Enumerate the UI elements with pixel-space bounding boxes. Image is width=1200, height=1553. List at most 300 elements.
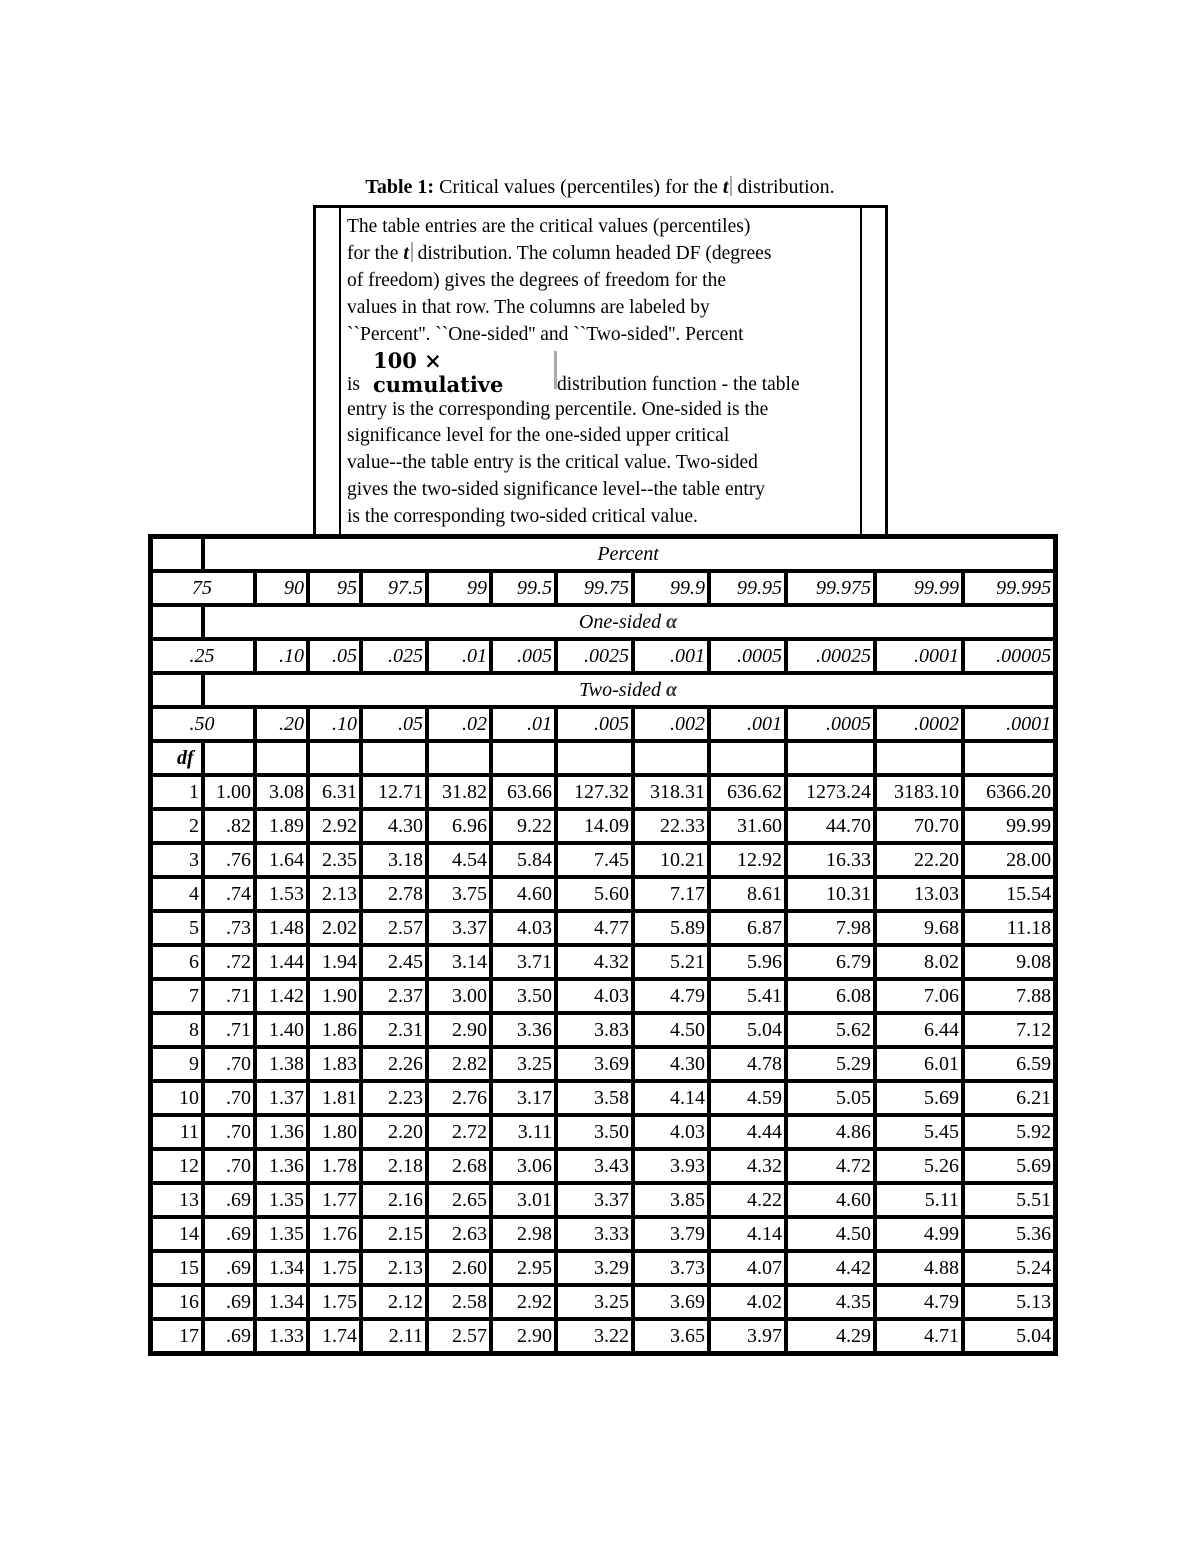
value-cell: 4.50	[786, 1217, 875, 1251]
value-cell: 12.92	[709, 843, 786, 877]
header-value-cell: 99.95	[709, 571, 786, 605]
df-cell: 1	[151, 775, 203, 809]
value-cell: 5.21	[633, 945, 709, 979]
value-cell: 3183.10	[875, 775, 963, 809]
value-cell: 9.08	[963, 945, 1055, 979]
value-cell: 5.26	[875, 1149, 963, 1183]
value-cell: 6.96	[427, 809, 491, 843]
header-value-cell: .025	[361, 639, 427, 673]
value-cell: 3.69	[633, 1285, 709, 1319]
value-cell: 4.30	[361, 809, 427, 843]
value-cell: 2.78	[361, 877, 427, 911]
value-cell: 22.20	[875, 843, 963, 877]
value-cell: 5.69	[963, 1149, 1055, 1183]
table-row	[151, 1319, 1055, 1353]
value-cell: .74	[203, 877, 255, 911]
value-cell: 1.53	[255, 877, 308, 911]
header-value-cell: .20	[255, 707, 308, 741]
value-cell: 1.64	[255, 843, 308, 877]
desc-line: values in that row. The columns are labeled by	[347, 296, 710, 318]
value-cell: 4.59	[709, 1081, 786, 1115]
table-row	[151, 877, 1055, 911]
df-cell: 9	[151, 1047, 203, 1081]
value-cell: 6.08	[786, 979, 875, 1013]
blank-cell	[786, 741, 875, 775]
value-cell: 2.68	[427, 1149, 491, 1183]
value-cell: .71	[203, 979, 255, 1013]
table-row	[151, 945, 1055, 979]
desc-line: ``Percent''. ``One-sided'' and ``Two-sided''. Percent	[347, 323, 744, 345]
value-cell: 2.23	[361, 1081, 427, 1115]
value-cell: 7.12	[963, 1013, 1055, 1047]
value-cell: 11.18	[963, 911, 1055, 945]
value-cell: 3.75	[427, 877, 491, 911]
value-cell: 6366.20	[963, 775, 1055, 809]
value-cell: 12.71	[361, 775, 427, 809]
df-cell: 15	[151, 1251, 203, 1285]
header-value-cell: 99.975	[786, 571, 875, 605]
desc-line: significance level for the one-sided upper critical	[347, 425, 730, 447]
desc-line: gives the two-sided significance level--the table entry	[347, 479, 766, 501]
value-cell: 1.42	[255, 979, 308, 1013]
value-cell: 31.60	[709, 809, 786, 843]
header-value-cell: 99.99	[875, 571, 963, 605]
value-cell: 3.58	[556, 1081, 633, 1115]
value-cell: 1.48	[255, 911, 308, 945]
value-cell: 2.60	[427, 1251, 491, 1285]
value-cell: 1.86	[308, 1013, 361, 1047]
value-cell: .69	[203, 1285, 255, 1319]
blank-cell	[255, 741, 308, 775]
value-cell: .71	[203, 1013, 255, 1047]
value-cell: 3.18	[361, 843, 427, 877]
value-cell: 22.33	[633, 809, 709, 843]
value-cell: 5.24	[963, 1251, 1055, 1285]
value-cell: .69	[203, 1251, 255, 1285]
blank-cell	[875, 741, 963, 775]
value-cell: 1.77	[308, 1183, 361, 1217]
value-cell: 5.69	[875, 1081, 963, 1115]
blank-cell	[633, 741, 709, 775]
df-header-cell: df	[151, 741, 203, 775]
value-cell: 5.62	[786, 1013, 875, 1047]
value-cell: 99.99	[963, 809, 1055, 843]
value-cell: 2.11	[361, 1319, 427, 1353]
header-value-cell: 99	[427, 571, 491, 605]
df-cell: 16	[151, 1285, 203, 1319]
blank-cell	[709, 741, 786, 775]
value-cell: 1.36	[255, 1149, 308, 1183]
value-cell: 1273.24	[786, 775, 875, 809]
blank-cell	[308, 741, 361, 775]
value-cell: 3.83	[556, 1013, 633, 1047]
blank-cell	[556, 741, 633, 775]
header-label-cell	[203, 673, 1055, 707]
table-row	[151, 979, 1055, 1013]
value-cell: 2.35	[308, 843, 361, 877]
value-cell: 3.50	[556, 1115, 633, 1149]
value-cell: 31.82	[427, 775, 491, 809]
df-cell: 8	[151, 1013, 203, 1047]
value-cell: 1.80	[308, 1115, 361, 1149]
value-cell: 2.82	[427, 1047, 491, 1081]
header-value-cell: .10	[255, 639, 308, 673]
value-cell: 2.65	[427, 1183, 491, 1217]
df-cell: 13	[151, 1183, 203, 1217]
value-cell: 3.29	[556, 1251, 633, 1285]
header-value-cell: .0025	[556, 639, 633, 673]
value-cell: 16.33	[786, 843, 875, 877]
value-cell: 4.88	[875, 1251, 963, 1285]
value-cell: 3.00	[427, 979, 491, 1013]
value-cell: 2.16	[361, 1183, 427, 1217]
cursor-bar	[730, 176, 732, 196]
value-cell: 3.36	[491, 1013, 556, 1047]
value-cell: 4.99	[875, 1217, 963, 1251]
caption-text-after: distribution.	[737, 176, 835, 198]
value-cell: 3.01	[491, 1183, 556, 1217]
df-cell: 10	[151, 1081, 203, 1115]
value-cell: 318.31	[633, 775, 709, 809]
value-cell: .69	[203, 1319, 255, 1353]
value-cell: 3.43	[556, 1149, 633, 1183]
value-cell: 70.70	[875, 809, 963, 843]
header-value-cell: 75	[151, 571, 255, 605]
value-cell: 4.35	[786, 1285, 875, 1319]
value-cell: 2.12	[361, 1285, 427, 1319]
value-cell: 4.79	[633, 979, 709, 1013]
table-caption	[0, 176, 1200, 199]
value-cell: 4.60	[491, 877, 556, 911]
header-value-cell: 99.9	[633, 571, 709, 605]
header-value-cell: .50	[151, 707, 255, 741]
value-cell: 1.36	[255, 1115, 308, 1149]
value-cell: 1.78	[308, 1149, 361, 1183]
value-cell: 1.40	[255, 1013, 308, 1047]
value-cell: 2.45	[361, 945, 427, 979]
value-cell: 4.32	[556, 945, 633, 979]
table-row	[151, 1285, 1055, 1319]
value-cell: 6.44	[875, 1013, 963, 1047]
df-cell: 14	[151, 1217, 203, 1251]
value-cell: 1.75	[308, 1251, 361, 1285]
value-cell: .82	[203, 809, 255, 843]
value-cell: 3.25	[556, 1285, 633, 1319]
header-value-cell: .002	[633, 707, 709, 741]
header-value-cell: 90	[255, 571, 308, 605]
value-cell: 8.61	[709, 877, 786, 911]
value-cell: 7.45	[556, 843, 633, 877]
value-cell: 5.13	[963, 1285, 1055, 1319]
value-cell: 1.34	[255, 1251, 308, 1285]
value-cell: 4.50	[633, 1013, 709, 1047]
desc-line: value--the table entry is the critical value. Two-sided	[347, 452, 758, 474]
value-cell: 1.38	[255, 1047, 308, 1081]
table-row	[151, 1251, 1055, 1285]
value-cell: 6.31	[308, 775, 361, 809]
value-cell: 6.01	[875, 1047, 963, 1081]
table-row	[151, 1081, 1055, 1115]
header-value-cell: .0002	[875, 707, 963, 741]
header-value-cell: .05	[361, 707, 427, 741]
value-cell: 10.31	[786, 877, 875, 911]
header-value-cell: .0001	[875, 639, 963, 673]
value-cell: 5.29	[786, 1047, 875, 1081]
value-cell: 1.90	[308, 979, 361, 1013]
value-cell: 3.69	[556, 1047, 633, 1081]
value-cell: 2.20	[361, 1115, 427, 1149]
value-cell: 3.71	[491, 945, 556, 979]
value-cell: 3.79	[633, 1217, 709, 1251]
value-cell: 2.58	[427, 1285, 491, 1319]
header-value-cell: .0005	[786, 707, 875, 741]
df-cell: 12	[151, 1149, 203, 1183]
value-cell: 3.08	[255, 775, 308, 809]
desc-line: The table entries are the critical values (percentiles)	[347, 216, 751, 237]
value-cell: 63.66	[491, 775, 556, 809]
alpha-symbol: α	[666, 611, 678, 633]
value-cell: 3.25	[491, 1047, 556, 1081]
value-cell: 2.37	[361, 979, 427, 1013]
value-cell: 5.89	[633, 911, 709, 945]
value-cell: 1.44	[255, 945, 308, 979]
value-cell: 3.33	[556, 1217, 633, 1251]
t-symbol: t	[722, 176, 729, 198]
caption-text-before: Critical values (percentiles) for the	[439, 176, 718, 198]
table-row	[151, 775, 1055, 809]
value-cell: 2.26	[361, 1047, 427, 1081]
value-cell: .70	[203, 1149, 255, 1183]
formula-line: is 100 × cumulative distribution function - the table	[347, 347, 800, 397]
cursor-bar	[554, 351, 557, 389]
description-text	[339, 208, 862, 534]
header-value-cell: .05	[308, 639, 361, 673]
header-label: One-sided	[578, 611, 662, 633]
value-cell: 44.70	[786, 809, 875, 843]
value-cell: 3.65	[633, 1319, 709, 1353]
cursor-bar	[411, 242, 413, 262]
value-cell: 2.90	[491, 1319, 556, 1353]
value-cell: 4.03	[491, 911, 556, 945]
value-cell: 5.41	[709, 979, 786, 1013]
value-cell: 9.22	[491, 809, 556, 843]
value-cell: 3.85	[633, 1183, 709, 1217]
value-cell: 4.44	[709, 1115, 786, 1149]
blank-cell	[427, 741, 491, 775]
header-label: Two-sided	[579, 679, 661, 701]
value-cell: 2.72	[427, 1115, 491, 1149]
header-value-cell: .0005	[709, 639, 786, 673]
header-value-cell: .00005	[963, 639, 1055, 673]
value-cell: 2.92	[308, 809, 361, 843]
value-cell: 8.02	[875, 945, 963, 979]
formula-image	[367, 349, 557, 397]
value-cell: 10.21	[633, 843, 709, 877]
value-cell: 5.04	[709, 1013, 786, 1047]
df-cell: 3	[151, 843, 203, 877]
value-cell: 4.54	[427, 843, 491, 877]
value-cell: 5.36	[963, 1217, 1055, 1251]
value-cell: 4.79	[875, 1285, 963, 1319]
df-cell: 2	[151, 809, 203, 843]
blank-cell	[361, 741, 427, 775]
value-cell: 3.97	[709, 1319, 786, 1353]
value-cell: .70	[203, 1115, 255, 1149]
desc-line: for the t distribution. The column headed DF (degrees	[347, 242, 772, 264]
desc-line: entry is the corresponding percentile. One-sided is the	[347, 398, 769, 420]
value-cell: 4.03	[556, 979, 633, 1013]
header-value-cell: 99.995	[963, 571, 1055, 605]
header-value-cell: .02	[427, 707, 491, 741]
table-row	[151, 809, 1055, 843]
value-cell: 4.07	[709, 1251, 786, 1285]
table-row	[151, 1115, 1055, 1149]
table-row	[151, 843, 1055, 877]
blank-cell	[151, 537, 203, 571]
value-cell: 4.42	[786, 1251, 875, 1285]
blank-cell	[203, 741, 255, 775]
df-cell: 4	[151, 877, 203, 911]
value-cell: 7.88	[963, 979, 1055, 1013]
value-cell: 6.21	[963, 1081, 1055, 1115]
header-value-cell: .005	[491, 639, 556, 673]
value-cell: 2.76	[427, 1081, 491, 1115]
df-cell: 11	[151, 1115, 203, 1149]
value-cell: 1.35	[255, 1217, 308, 1251]
value-cell: 2.63	[427, 1217, 491, 1251]
value-cell: 127.32	[556, 775, 633, 809]
header-label-cell	[203, 605, 1055, 639]
desc-line: of freedom) gives the degrees of freedom for the	[347, 269, 727, 291]
value-cell: .76	[203, 843, 255, 877]
description-box	[313, 205, 888, 534]
value-cell: 1.76	[308, 1217, 361, 1251]
value-cell: 4.32	[709, 1149, 786, 1183]
header-value-cell: .25	[151, 639, 255, 673]
value-cell: 2.13	[308, 877, 361, 911]
header-label: Percent	[597, 543, 659, 565]
value-cell: 1.35	[255, 1183, 308, 1217]
t-symbol: t	[403, 242, 409, 264]
header-value-cell: 95	[308, 571, 361, 605]
alpha-symbol: α	[665, 679, 678, 701]
value-cell: 4.60	[786, 1183, 875, 1217]
df-cell: 7	[151, 979, 203, 1013]
desc-line: is the corresponding two-sided critical value.	[347, 506, 698, 528]
value-cell: 7.98	[786, 911, 875, 945]
header-value-cell: .001	[633, 639, 709, 673]
table-row	[151, 911, 1055, 945]
value-cell: 3.14	[427, 945, 491, 979]
value-cell: 5.51	[963, 1183, 1055, 1217]
value-cell: 1.34	[255, 1285, 308, 1319]
value-cell: .70	[203, 1081, 255, 1115]
value-cell: 15.54	[963, 877, 1055, 911]
value-cell: 4.14	[709, 1217, 786, 1251]
table-row	[151, 1013, 1055, 1047]
value-cell: 4.22	[709, 1183, 786, 1217]
formula-text: 100 × cumulative	[373, 347, 504, 397]
value-cell: 5.84	[491, 843, 556, 877]
value-cell: 2.18	[361, 1149, 427, 1183]
value-cell: 4.29	[786, 1319, 875, 1353]
value-cell: 3.37	[556, 1183, 633, 1217]
value-cell: 2.31	[361, 1013, 427, 1047]
blank-cell	[151, 605, 203, 639]
value-cell: 4.30	[633, 1047, 709, 1081]
value-cell: 1.00	[203, 775, 255, 809]
blank-cell	[963, 741, 1055, 775]
value-cell: 1.75	[308, 1285, 361, 1319]
value-cell: 1.33	[255, 1319, 308, 1353]
value-cell: 5.96	[709, 945, 786, 979]
header-value-cell: .01	[491, 707, 556, 741]
value-cell: 3.17	[491, 1081, 556, 1115]
df-cell: 6	[151, 945, 203, 979]
value-cell: 5.05	[786, 1081, 875, 1115]
value-cell: 4.14	[633, 1081, 709, 1115]
caption-label: Table 1:	[365, 176, 435, 198]
value-cell: .69	[203, 1217, 255, 1251]
table-row	[151, 1217, 1055, 1251]
value-cell: 9.68	[875, 911, 963, 945]
value-cell: 3.50	[491, 979, 556, 1013]
value-cell: 2.02	[308, 911, 361, 945]
value-cell: 2.90	[427, 1013, 491, 1047]
value-cell: 1.81	[308, 1081, 361, 1115]
value-cell: .72	[203, 945, 255, 979]
value-cell: 7.17	[633, 877, 709, 911]
value-cell: 5.45	[875, 1115, 963, 1149]
df-cell: 17	[151, 1319, 203, 1353]
value-cell: 4.72	[786, 1149, 875, 1183]
value-cell: 28.00	[963, 843, 1055, 877]
value-cell: 6.79	[786, 945, 875, 979]
value-cell: 4.03	[633, 1115, 709, 1149]
header-value-cell: .00025	[786, 639, 875, 673]
value-cell: .73	[203, 911, 255, 945]
value-cell: 5.92	[963, 1115, 1055, 1149]
value-cell: 3.93	[633, 1149, 709, 1183]
table-row	[151, 1149, 1055, 1183]
value-cell: 7.06	[875, 979, 963, 1013]
header-value-cell: .10	[308, 707, 361, 741]
value-cell: 2.95	[491, 1251, 556, 1285]
value-cell: 4.02	[709, 1285, 786, 1319]
header-value-cell: 99.75	[556, 571, 633, 605]
value-cell: 2.57	[427, 1319, 491, 1353]
value-cell: 4.77	[556, 911, 633, 945]
value-cell: 5.11	[875, 1183, 963, 1217]
header-value-cell: .0001	[963, 707, 1055, 741]
value-cell: 4.71	[875, 1319, 963, 1353]
header-label-cell	[203, 537, 1055, 571]
header-value-cell: .01	[427, 639, 491, 673]
table-row	[151, 1183, 1055, 1217]
table-row	[151, 1047, 1055, 1081]
value-cell: 5.04	[963, 1319, 1055, 1353]
value-cell: 1.37	[255, 1081, 308, 1115]
value-cell: 2.92	[491, 1285, 556, 1319]
value-cell: 1.89	[255, 809, 308, 843]
value-cell: 4.78	[709, 1047, 786, 1081]
value-cell: 6.87	[709, 911, 786, 945]
value-cell: 13.03	[875, 877, 963, 911]
value-cell: 1.83	[308, 1047, 361, 1081]
value-cell: 5.60	[556, 877, 633, 911]
header-value-cell: .001	[709, 707, 786, 741]
blank-cell	[491, 741, 556, 775]
